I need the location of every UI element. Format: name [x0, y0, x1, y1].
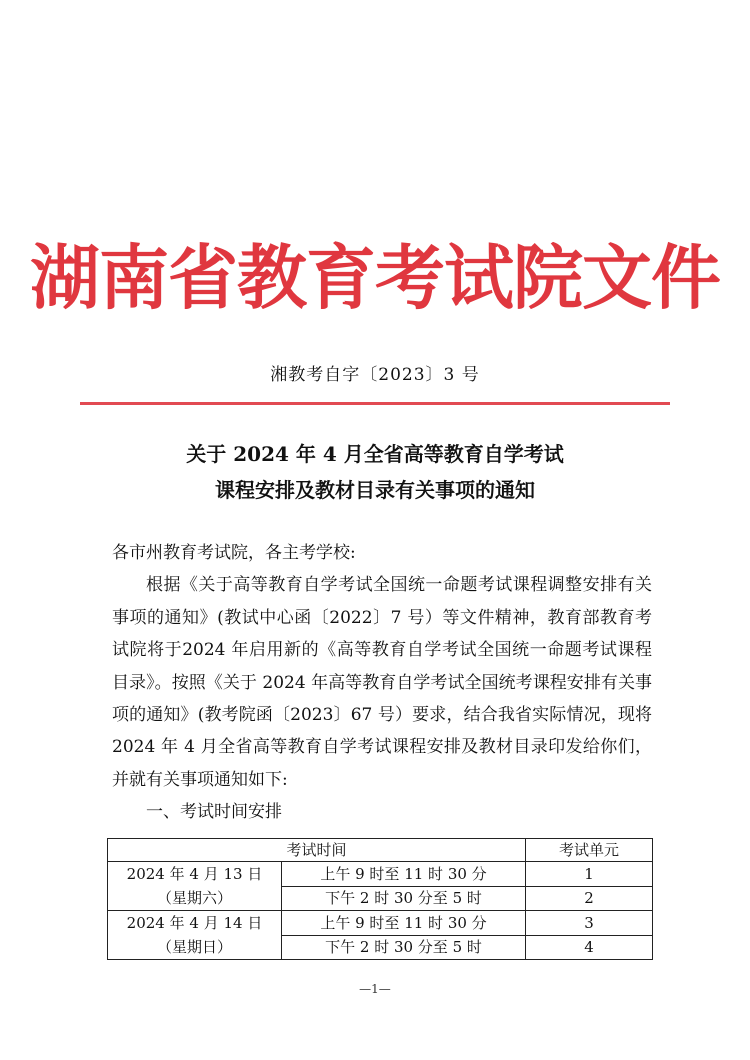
red-divider-line — [80, 402, 670, 405]
salutation: 各市州教育考试院，各主考学校: — [112, 543, 356, 563]
table-row — [108, 862, 653, 887]
document-number: 湘教考自字〔2023〕3 号 — [270, 365, 480, 385]
session-unit: 4 — [526, 935, 653, 960]
exam-weekday: （星期六） — [156, 889, 232, 907]
header-exam-unit: 考试单元 — [526, 839, 653, 862]
title-line-1: 关于 2024 年 4 月全省高等教育自学考试 — [186, 442, 564, 466]
exam-date-cell — [108, 862, 282, 911]
session-time: 上午 9 时至 11 时 30 分 — [282, 862, 526, 887]
session-time: 下午 2 时 30 分至 5 时 — [282, 935, 526, 960]
session-time: 上午 9 时至 11 时 30 分 — [282, 911, 526, 936]
session-unit: 3 — [526, 911, 653, 936]
document-title — [0, 436, 750, 508]
table-header-row — [108, 839, 653, 862]
issuing-org-title: 湖南省教育考试院文件 — [30, 237, 720, 319]
page-number: —1— — [359, 982, 391, 996]
exam-schedule-table — [107, 838, 653, 960]
table-row — [108, 911, 653, 936]
exam-weekday: （星期日） — [156, 938, 232, 956]
session-unit: 2 — [526, 886, 653, 911]
section-heading-1: 一、考试时间安排 — [146, 802, 282, 823]
header-exam-time: 考试时间 — [108, 839, 526, 862]
exam-date-cell — [108, 911, 282, 960]
session-time: 下午 2 时 30 分至 5 时 — [282, 886, 526, 911]
title-line-2: 课程安排及教材目录有关事项的通知 — [215, 478, 535, 502]
session-unit: 1 — [526, 862, 653, 887]
exam-date: 2024 年 4 月 14 日 — [126, 914, 263, 932]
document-body — [112, 537, 652, 829]
exam-date: 2024 年 4 月 13 日 — [126, 865, 263, 883]
body-paragraph: 根据《关于高等教育自学考试全国统一命题考试课程调整安排有关事项的通知》(教试中心函〔2022〕7 号）等文件精神，教育部教育考试院将于2024 年启用新的《高等教育自学考试全国统一命题考试课程目录》。按照《关于 2024 年高等教育自学考试全国统考课程安排有关事项的通知》(教考院函〔2023〕67 号）要求，结合我省实际情况，现将 2024 年 4 月全省高等教育自学考试课程安排及教材目录印发给你们，并就有关事项通知如下: — [112, 575, 652, 790]
